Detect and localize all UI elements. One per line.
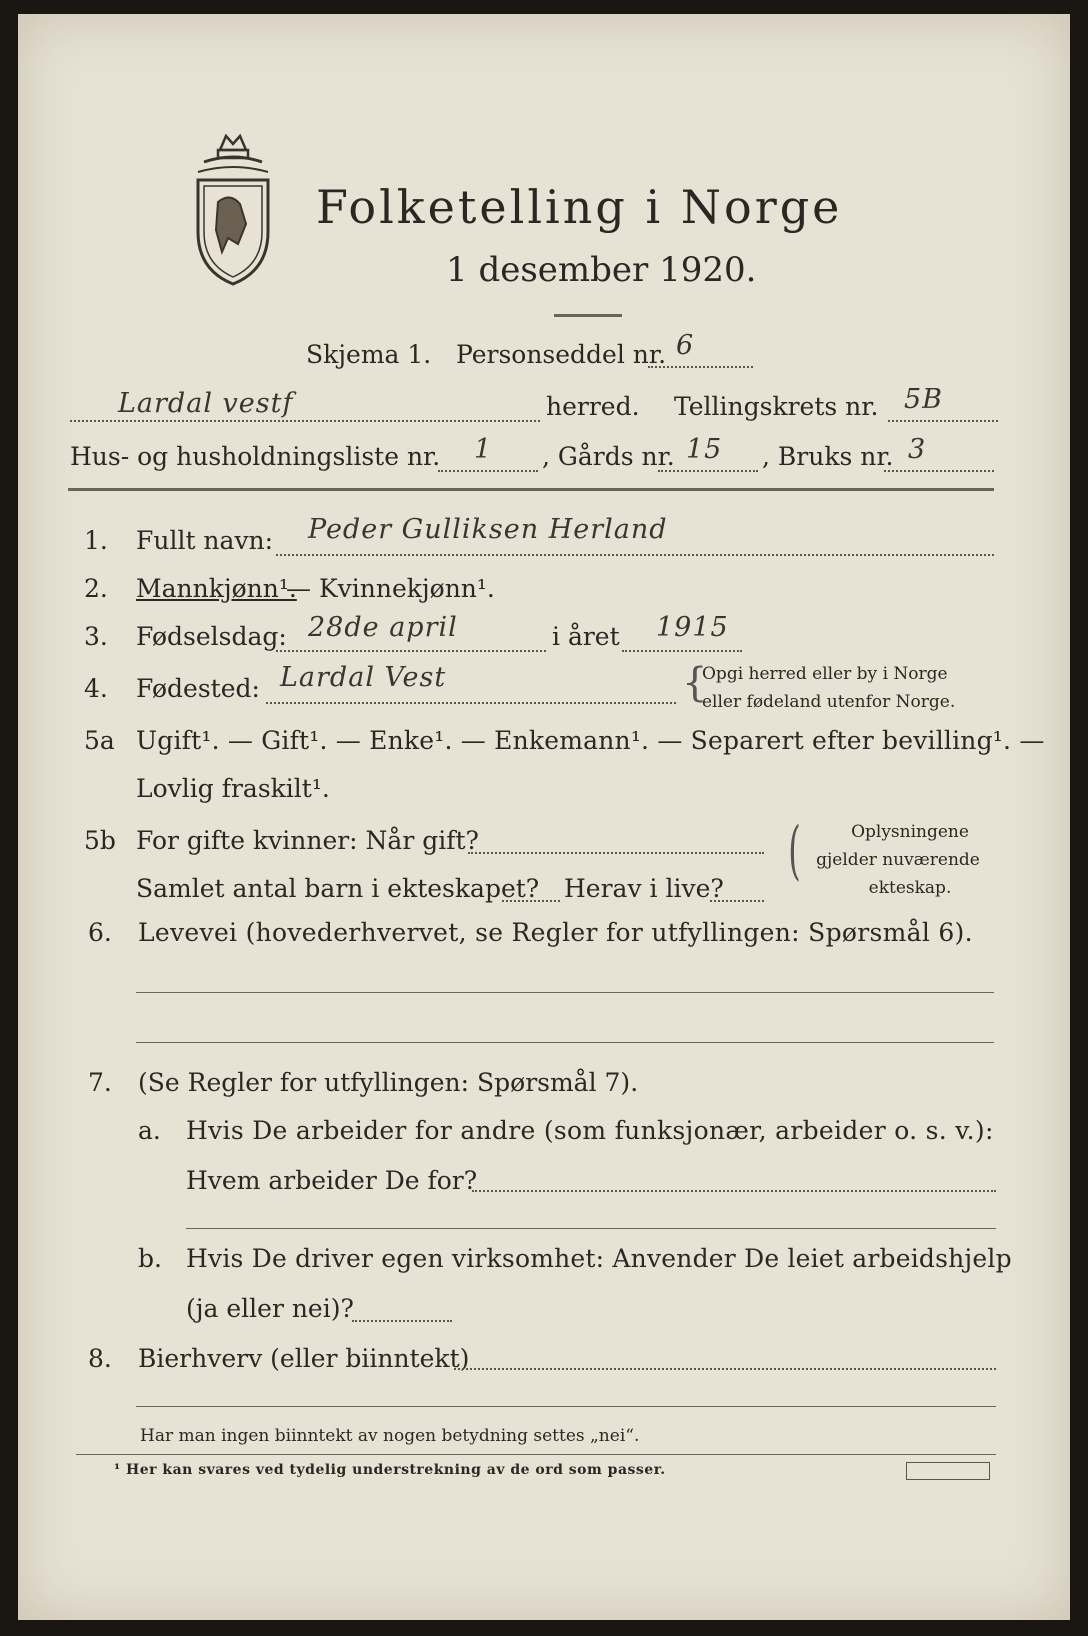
skjema-label: Skjema 1. <box>306 340 432 369</box>
tellingskrets-label: Tellingskrets nr. <box>674 392 879 421</box>
footnote: ¹ Her kan svares ved tydelig understrekning av de ord som passer. <box>114 1462 666 1478</box>
gaards-label: , Gårds nr. <box>542 442 675 471</box>
gaards-line <box>658 470 758 472</box>
birthplace-value[interactable]: Lardal Vest <box>280 662 447 693</box>
header-divider <box>68 488 994 491</box>
q3-label: Fødselsdag: <box>136 622 287 651</box>
footnote-divider <box>76 1454 996 1455</box>
q5b-note-brace: ( <box>788 814 801 888</box>
husholdningsliste-value[interactable]: 1 <box>474 434 493 465</box>
hired-help-label: (ja eller nei)? <box>186 1294 354 1323</box>
birthdate-line <box>276 650 546 652</box>
q4-note-line2: eller fødeland utenfor Norge. <box>702 692 956 712</box>
q7b-line1: Hvis De driver egen virksomhet: Anvender De leiet arbeidshjelp <box>186 1244 1012 1273</box>
children-alive-label: Herav i live? <box>564 874 724 903</box>
q4-number: 4. <box>84 674 108 703</box>
tellingskrets-line <box>888 420 998 422</box>
no-income-note: Har man ingen biinntekt av nogen betydning settes „nei“. <box>140 1426 640 1446</box>
q3-number: 3. <box>84 622 108 651</box>
census-form <box>18 14 1070 1620</box>
birth-year-value[interactable]: 1915 <box>656 612 729 643</box>
gender-female-option[interactable]: — Kvinnekjønn¹. <box>286 574 495 603</box>
livelihood-line-2[interactable] <box>136 1042 994 1043</box>
married-when-line <box>468 852 764 854</box>
children-total-label: Samlet antal barn i ekteskapet? <box>136 874 540 903</box>
gaards-value[interactable]: 15 <box>686 434 723 465</box>
full-name-value[interactable]: Peder Gulliksen Herland <box>308 514 668 545</box>
livelihood-line-1[interactable] <box>136 992 994 993</box>
herred-label: herred. <box>546 392 640 421</box>
birthdate-value[interactable]: 28de april <box>308 612 458 643</box>
printer-mark <box>906 1462 990 1480</box>
herred-line <box>70 420 540 422</box>
children-total-line <box>502 900 560 902</box>
side-income-line[interactable] <box>454 1368 996 1370</box>
q8-number: 8. <box>88 1344 112 1373</box>
form-title: Folketelling i Norge <box>316 180 843 234</box>
q7b-number: b. <box>138 1244 162 1273</box>
coat-of-arms-icon <box>190 132 276 288</box>
bruks-label: , Bruks nr. <box>762 442 894 471</box>
title-divider <box>554 314 622 317</box>
employer-line[interactable] <box>472 1190 996 1192</box>
q6-number: 6. <box>88 918 112 947</box>
birthplace-line <box>266 702 676 704</box>
q7a-line1: Hvis De arbeider for andre (som funksjonær, arbeider o. s. v.): <box>186 1116 994 1145</box>
q5b-number: 5b <box>84 826 116 855</box>
q5b-note-line3: ekteskap. <box>868 878 952 898</box>
personseddel-label: Personseddel nr. <box>456 340 667 369</box>
q4-label: Fødested: <box>136 674 260 703</box>
q5a-number: 5a <box>84 726 115 755</box>
bruks-value[interactable]: 3 <box>908 434 927 465</box>
q7a-number: a. <box>138 1116 161 1145</box>
q1-number: 1. <box>84 526 108 555</box>
employer-line-2[interactable] <box>186 1228 996 1229</box>
full-name-line <box>276 554 994 556</box>
marital-status-options[interactable]: Ugift¹. — Gift¹. — Enke¹. — Enkemann¹. — Separert efter bevilling¹. — <box>136 726 1045 755</box>
q1-label: Fullt navn: <box>136 526 274 555</box>
census-date: 1 desember 1920. <box>446 250 757 290</box>
personseddel-value[interactable]: 6 <box>676 330 695 361</box>
hired-help-line[interactable] <box>352 1320 452 1322</box>
herred-value[interactable]: Lardal vestf <box>118 388 294 419</box>
marital-status-divorced[interactable]: Lovlig fraskilt¹. <box>136 774 330 803</box>
employer-label: Hvem arbeider De for? <box>186 1166 478 1195</box>
children-alive-line <box>710 900 764 902</box>
side-income-label: Bierhverv (eller biinntekt) <box>138 1344 470 1373</box>
side-income-line-2[interactable] <box>136 1406 996 1407</box>
livelihood-label: Levevei (hovederhvervet, se Regler for utfyllingen: Spørsmål 6). <box>138 918 973 947</box>
birth-year-label: i året <box>552 622 620 651</box>
q7-number: 7. <box>88 1068 112 1097</box>
q4-note-line1: Opgi herred eller by i Norge <box>702 664 948 684</box>
q5b-note-line1: Oplysningene <box>851 822 969 842</box>
personseddel-line <box>648 366 753 368</box>
q7-label: (Se Regler for utfyllingen: Spørsmål 7). <box>138 1068 639 1097</box>
birth-year-line <box>622 650 742 652</box>
tellingskrets-value[interactable]: 5B <box>904 384 944 415</box>
married-when-label: For gifte kvinner: Når gift? <box>136 826 479 855</box>
q5b-note-line2: gjelder nuværende <box>816 850 980 870</box>
bruks-line <box>884 470 994 472</box>
husholdningsliste-line <box>438 470 538 472</box>
q2-number: 2. <box>84 574 108 603</box>
husholdningsliste-label: Hus- og husholdningsliste nr. <box>70 442 441 471</box>
q4-note-brace: { <box>682 660 708 706</box>
gender-male-option[interactable]: Mannkjønn¹. <box>136 574 297 603</box>
